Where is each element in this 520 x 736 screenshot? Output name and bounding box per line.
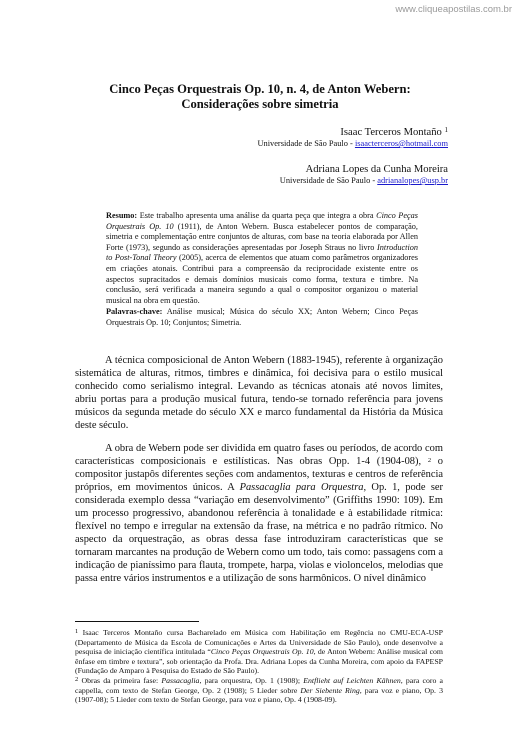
- author-name: Adriana Lopes da Cunha Moreira: [305, 164, 448, 175]
- paper-title: [0, 82, 520, 112]
- author-name: Isaac Terceros Montaño $^1$: [340, 126, 448, 138]
- body-paragraph-1: A técnica composicional de Anton Webern (1883-1945), referente à organização sistemática de alturas, ritmos, timbres e dinâmica, foi decisiva para o estilo musical conhecido como serialismo integral. Levando as técnicas atonais até novos limites, abriu portas para a produção musical futura, tendo-se tornado referência para jovens músicos da segunda metade do século XX e marco fundamental da História da Música deste século.: [75, 355, 443, 431]
- footnote-divider: [75, 621, 199, 622]
- footnote-1: $^1$ Isaac Terceros Montaño cursa Bacharelado em Música com Habilitação em Regência no CMU-ECA-USP (Departamento de Música da Escola de Comunicações e Artes da Universidade de São Paulo), onde desenvolve a pesquisa de iniciação científica intitulada “Cinco Peças Orquestrais Op. 10, de Anton Webern: Análise musical com ênfase em timbre e textura”, sob orientação da Profa. Dra. Adriana Lopes da Cunha Moreira, com apoio da FAPESP (Fundação de Amparo à Pesquisa do Estado de São Paulo).: [75, 628, 443, 676]
- keywords: Palavras-chave: Análise musical; Música do século XX; Anton Webern; Cinco Peças Orquestrais Op. 10; Conjuntos; Simetria.: [106, 307, 418, 327]
- footnote-marker: 1: [444, 126, 448, 134]
- watermark: www.cliqueapostilas.com.br: [395, 4, 512, 15]
- title-line-1: Cinco Peças Orquestrais Op. 10, n. 4, de Anton Webern:: [109, 82, 411, 96]
- keywords-label: Palavras-chave:: [106, 307, 163, 316]
- abstract: Resumo: Este trabalho apresenta uma análise da quarta peça que integra a obra Cinco Peças Orquestrais Op. 10 (1911), de Anton Webern. Busca estabelecer pontos de comparação, simetria e complementação entre conjuntos de alturas, com base na teoria elaborada por Allen Forte (1973), segundo as considerações apresentadas por Joseph Straus no livro Introduction to Post-Tonal Theory (2005), acerca de elementos que atuam como parâmetros organizadores em criações atonais. Contribui para a compreensão da reciprocidade existente entre os aspectos supracitados e demais domínios musicais como forma, textura e timbre. Na conclusão, será verificada a maneira segundo a qual o compositor organizou o material musical na obra em questão.: [106, 211, 419, 305]
- footnote-marker: 2: [427, 457, 432, 464]
- footnote-2: $^2$ Obras da primeira fase: Passacaglia, para orquestra, Op. 1 (1908); Entflieht auf Leichten Kähnen, para coro a cappella, com texto de Stefan George, Op. 2 (1908); 5 Lieder sobre Der Siebente Ring, para voz e piano, Op. 3 (1907-08); 5 Lieder com texto de Stefan George, para voz e piano, Op. 4 (1908-09).: [75, 676, 444, 705]
- author-email-link[interactable]: adrianalopes@usp.br: [377, 176, 448, 185]
- author-block-1: [257, 127, 448, 149]
- abstract-label: Resumo:: [106, 211, 138, 220]
- author-affiliation: Universidade de São Paulo - isaacterceros@hotmail.com: [257, 139, 448, 148]
- author-affiliation: Universidade de São Paulo - adrianalopes@usp.br: [279, 176, 448, 185]
- title-line-2: Considerações sobre simetria: [181, 97, 339, 111]
- author-block-2: [280, 164, 448, 186]
- author-email-link[interactable]: isaacterceros@hotmail.com: [354, 139, 448, 148]
- body-paragraph-2: A obra de Webern pode ser dividida em quatro fases ou períodos, de acordo com características composicionais e estilísticas. Nas obras Opp. 1-4 (1904-08), $^2$ o compositor justapôs diferentes seções com andamentos, texturas e centros de referência próprios, em movimentos únicos. A Passacaglia para Orquestra, Op. 1, pode ser considerada exemplo dessa “variação em desenvolvimento” (Griffiths 1990: 109). Em um processo progressivo, abandonou referência à tonalidade e à estabilidade rítmica: flexível no tempo e irregular na extensão da frase, na métrica e no padrão rítmico. No aspecto da orquestração, as obras dessa fase introduziram características que se tornaram marcantes na produção de Webern como um todo, tais como: passagens com a indicação de pianíssimo para flauta, trompete, harpa, violas e violoncelos, melodias que passa entre vários instrumentos e a utilização de sons harmônicos. O nível dinâmico: [75, 443, 444, 584]
